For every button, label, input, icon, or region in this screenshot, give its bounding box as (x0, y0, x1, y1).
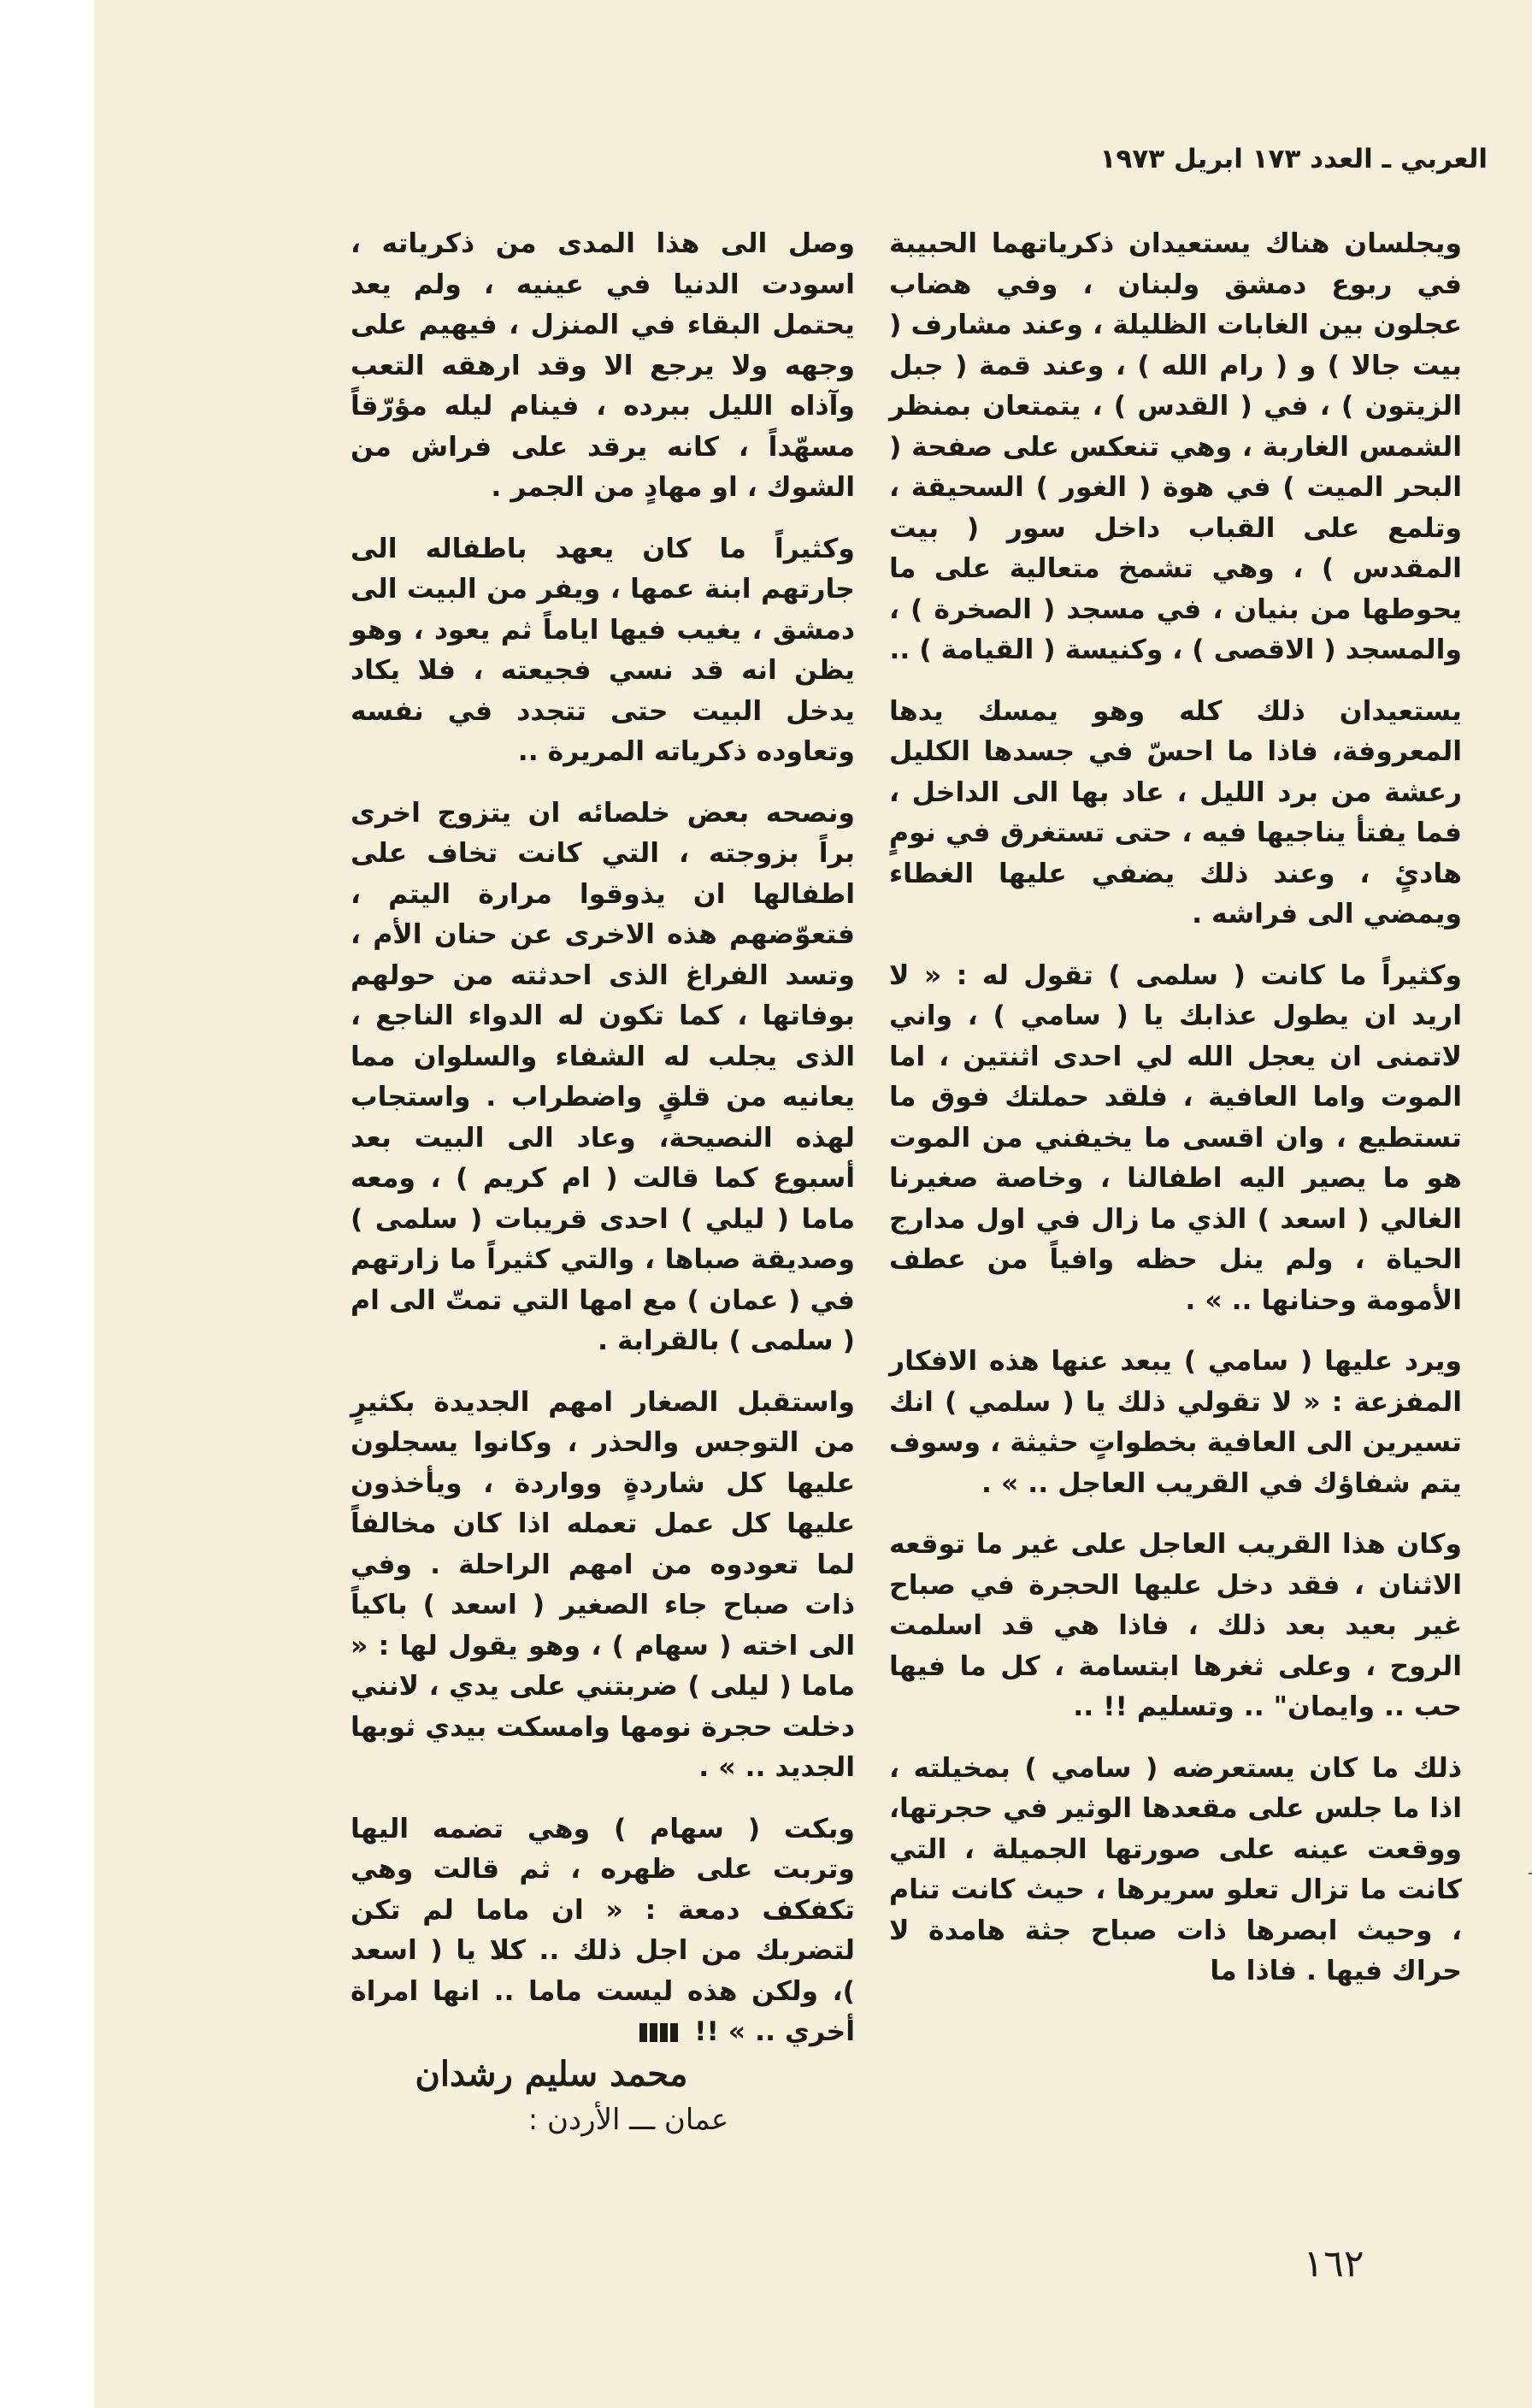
right-column (889, 224, 1462, 2013)
margin-mark (1529, 1873, 1532, 1874)
paragraph: يستعيدان ذلك كله وهو يمسك يدها المعروفة، فاذا ما احسّ في جسدها الكليل رعشة من برد الليل ، عاد بها الى الداخل ، فما يفتأ يناجيها فيه ، حتى تستغرق في نومٍ هادئٍ ، وعند ذلك يضفي عليها الغطاء ويمضي الى فراشه . (889, 695, 1462, 930)
paragraph: ذلك ما كان يستعرضه ( سامي ) بمخيلته ، اذا ما جلس على مقعدها الوثير في حجرتها، ووقعت عينه على صورتها الجميلة ، التي كانت ما تزال تعلو سريرها ، حيث كانت تنام ، وحيث ابصرها ذات صباح جثة هامدة لا حراك فيها . فاذا ما (889, 1752, 1462, 1986)
author-name: محمد سليم رشدان (415, 2054, 688, 2094)
author-location: عمان ـــ الأردن : (527, 2103, 729, 2137)
end-of-article-icon (639, 2023, 679, 2042)
left-column (351, 224, 855, 2074)
paragraph: وصل الى هذا المدى من ذكرياته ، اسودت الدنيا في عينيه ، ولم يعد يحتمل البقاء في المنزل ، فيهيم على وجهه ولا يرجع الا وقد ارهقه التعب وآذاه الليل ببرده ، فينام ليله مؤرّقاً مسهّداً ، كانه يرقد على فراش من الشوك ، او مهادٍ من الجمر . (351, 228, 855, 503)
signature-block (351, 2054, 855, 2137)
paragraph: وكثيراً ما كانت ( سلمى ) تقول له : « لا اريد ان يطول عذابك يا ( سامي ) ، واني لاتمنى ان يعجل الله لي احدى اثنتين ، اما الموت واما العافية ، فلقد حملتك فوق ما تستطيع ، وان اقسى ما يخيفني من الموت هو ما يصير اليه اطفالنا ، وخاصة صغيرنا الغالي ( اسعد ) الذي ما زال في اول مدارج الحياة ، ولم ينل حظه وافياً من عطف الأمومة وحنانها .. » . (889, 959, 1462, 1316)
paragraph: واستقبل الصغار امهم الجديدة بكثيرٍ من التوجس والحذر ، وكانوا يسجلون عليها كل شاردةٍ وواردة ، ويأخذون عليها كل عمل تعمله اذا كان مخالفاً لما تعودوه من امهم الراحلة . وفي ذات صباح جاء الصغير ( اسعد ) باكياً الى اخته ( سهام ) ، وهو يقول لها : « ماما ( ليلى ) ضربتني على يدي ، لانني دخلت حجرة نومها وامسكت بيدي ثوبها الجديد .. » . (351, 1386, 855, 1783)
paragraph: ويجلسان هناك يستعيدان ذكرياتهما الحبيبة في ربوع دمشق ولبنان ، وفي هضاب عجلون بين الغابات الظليلة ، وعند مشارف ( بيت جالا ) و ( رام الله ) ، وعند قمة ( جبل الزيتون ) ، في ( القدس ) ، يتمتعان بمنظر الشمس الغاربة ، وهي تنعكس على صفحة ( البحر الميت ) في هوة ( الغور ) السحيقة ، وتلمع على القباب داخل سور ( بيت المقدس ) ، وهي تشمخ متعالية على ما يحوطها من بنيان ، في مسجد ( الصخرة ) ، والمسجد ( الاقصى ) ، وكنيسة ( القيامة ) .. (889, 228, 1462, 665)
running-header: العربي ـ العدد ١٧٣ ابريل ١٩٧٣ (1099, 144, 1488, 174)
paragraph-last (351, 1809, 855, 2053)
paragraph: ويرد عليها ( سامي ) يبعد عنها هذه الافكار المفزعة : « لا تقولي ذلك يا ( سلمي ) انك تسيرين الى العافية بخطواتٍ حثيثة ، وسوف يتم شفاؤك في القريب العاجل .. » . (889, 1346, 1462, 1499)
magazine-page (94, 0, 1532, 2408)
paragraph: وكان هذا القريب العاجل على غير ما توقعه الاثنان ، فقد دخل عليها الحجرة في صباح غير بعيد بعد ذلك ، فاذا هي قد اسلمت الروح ، وعلى ثغرها ابتسامة ، كل ما فيها حب .. وايمان" .. وتسليم !! .. (889, 1529, 1462, 1722)
paragraph: وكثيراً ما كان يعهد باطفاله الى جارتهم ابنة عمها ، ويفر من البيت الى دمشق ، يغيب فيها اياماً ثم يعود ، وهو يظن انه قد نسي فجيعته ، فلا يكاد يدخل البيت حتى تتجدد في نفسه وتعاوده ذكرياته المريرة .. (351, 533, 855, 767)
paragraph-text: وبكت ( سهام ) وهي تضمه اليها وتربت على ظهره ، ثم قالت وهي تكفكف دمعة : « ان ماما لم تكن لتضربك من اجل ذلك .. كلا يا ( اسعد )، ولكن هذه ليست ماما .. انها امراة أخري .. » !! (351, 1813, 855, 2047)
page-number: ١٦٢ (1303, 2242, 1364, 2286)
paragraph: ونصحه بعض خلصائه ان يتزوج اخرى براً بزوجته ، التي كانت تخاف على اطفالها ان يذوقوا مرارة اليتم ، فتعوّضهم هذه الاخرى عن حنان الأم ، وتسد الفراغ الذى احدثته من حولهم بوفاتها ، كما تكون له الدواء الناجع ، الذى يجلب له الشفاء والسلوان مما يعانيه من قلقٍ واضطراب . واستجاب لهذه النصيحة، وعاد الى البيت بعد أسبوع كما قالت ( ام كريم ) ، ومعه ماما ( ليلي ) احدى قريبات ( سلمى ) وصديقة صباها ، والتي كثيراً ما زارتهم في ( عمان ) مع امها التي تمتّ الى ام ( سلمى ) بالقرابة . (351, 797, 855, 1356)
